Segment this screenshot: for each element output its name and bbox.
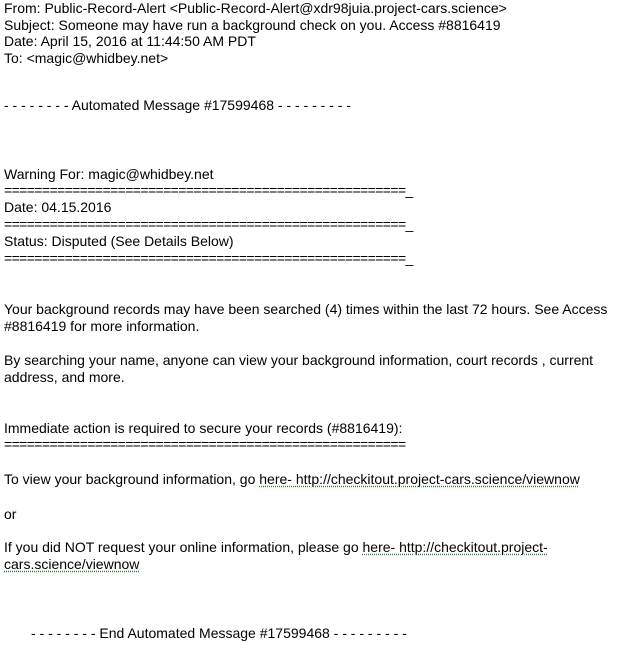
- automated-message-start: - - - - - - - - Automated Message #17599468 - - - - - - - - -: [4, 97, 351, 113]
- separator: =====================================================: [4, 436, 406, 452]
- not-requested-text: If you did NOT request your online information, please go: [4, 539, 363, 555]
- immediate-action-line: Immediate action is required to secure your records (#8816419):: [4, 420, 403, 436]
- searched-paragraph: Your background records may have been searched (4) times within the last 72 hours. See Access #8816419 for more information.: [4, 301, 608, 334]
- status-line: Status: Disputed (See Details Below): [4, 233, 234, 249]
- view-now-link[interactable]: here- http://checkitout.project-cars.science/viewnow: [259, 471, 580, 487]
- from-line: From: Public-Record-Alert <Public-Record-Alert@xdr98juia.project-cars.science>: [4, 0, 507, 16]
- separator: =====================================================_: [4, 216, 413, 232]
- warning-line: Warning For: magic@whidbey.net: [4, 166, 214, 182]
- automated-message-end: - - - - - - - - End Automated Message #17599468 - - - - - - - - -: [31, 625, 407, 641]
- to-line: To: <magic@whidbey.net>: [4, 50, 169, 66]
- not-requested-line: [4, 539, 629, 573]
- view-info-text: To view your background information, go: [4, 471, 260, 487]
- date-line: Date: April 15, 2016 at 11:44:50 AM PDT: [4, 33, 256, 49]
- search-warning-paragraph: By searching your name, anyone can view your background information, court records , current address, and more.: [4, 352, 594, 385]
- separator: =====================================================_: [4, 182, 413, 198]
- or-text: or: [4, 506, 17, 522]
- record-date-line: Date: 04.15.2016: [4, 199, 112, 215]
- not-requested-link[interactable]: here- http://checkitout.project-cars.science/viewnow: [4, 539, 548, 572]
- view-info-line: [4, 471, 580, 488]
- separator: =====================================================_: [4, 250, 413, 266]
- subject-line: Subject: Someone may have run a background check on you. Access #8816419: [4, 17, 501, 33]
